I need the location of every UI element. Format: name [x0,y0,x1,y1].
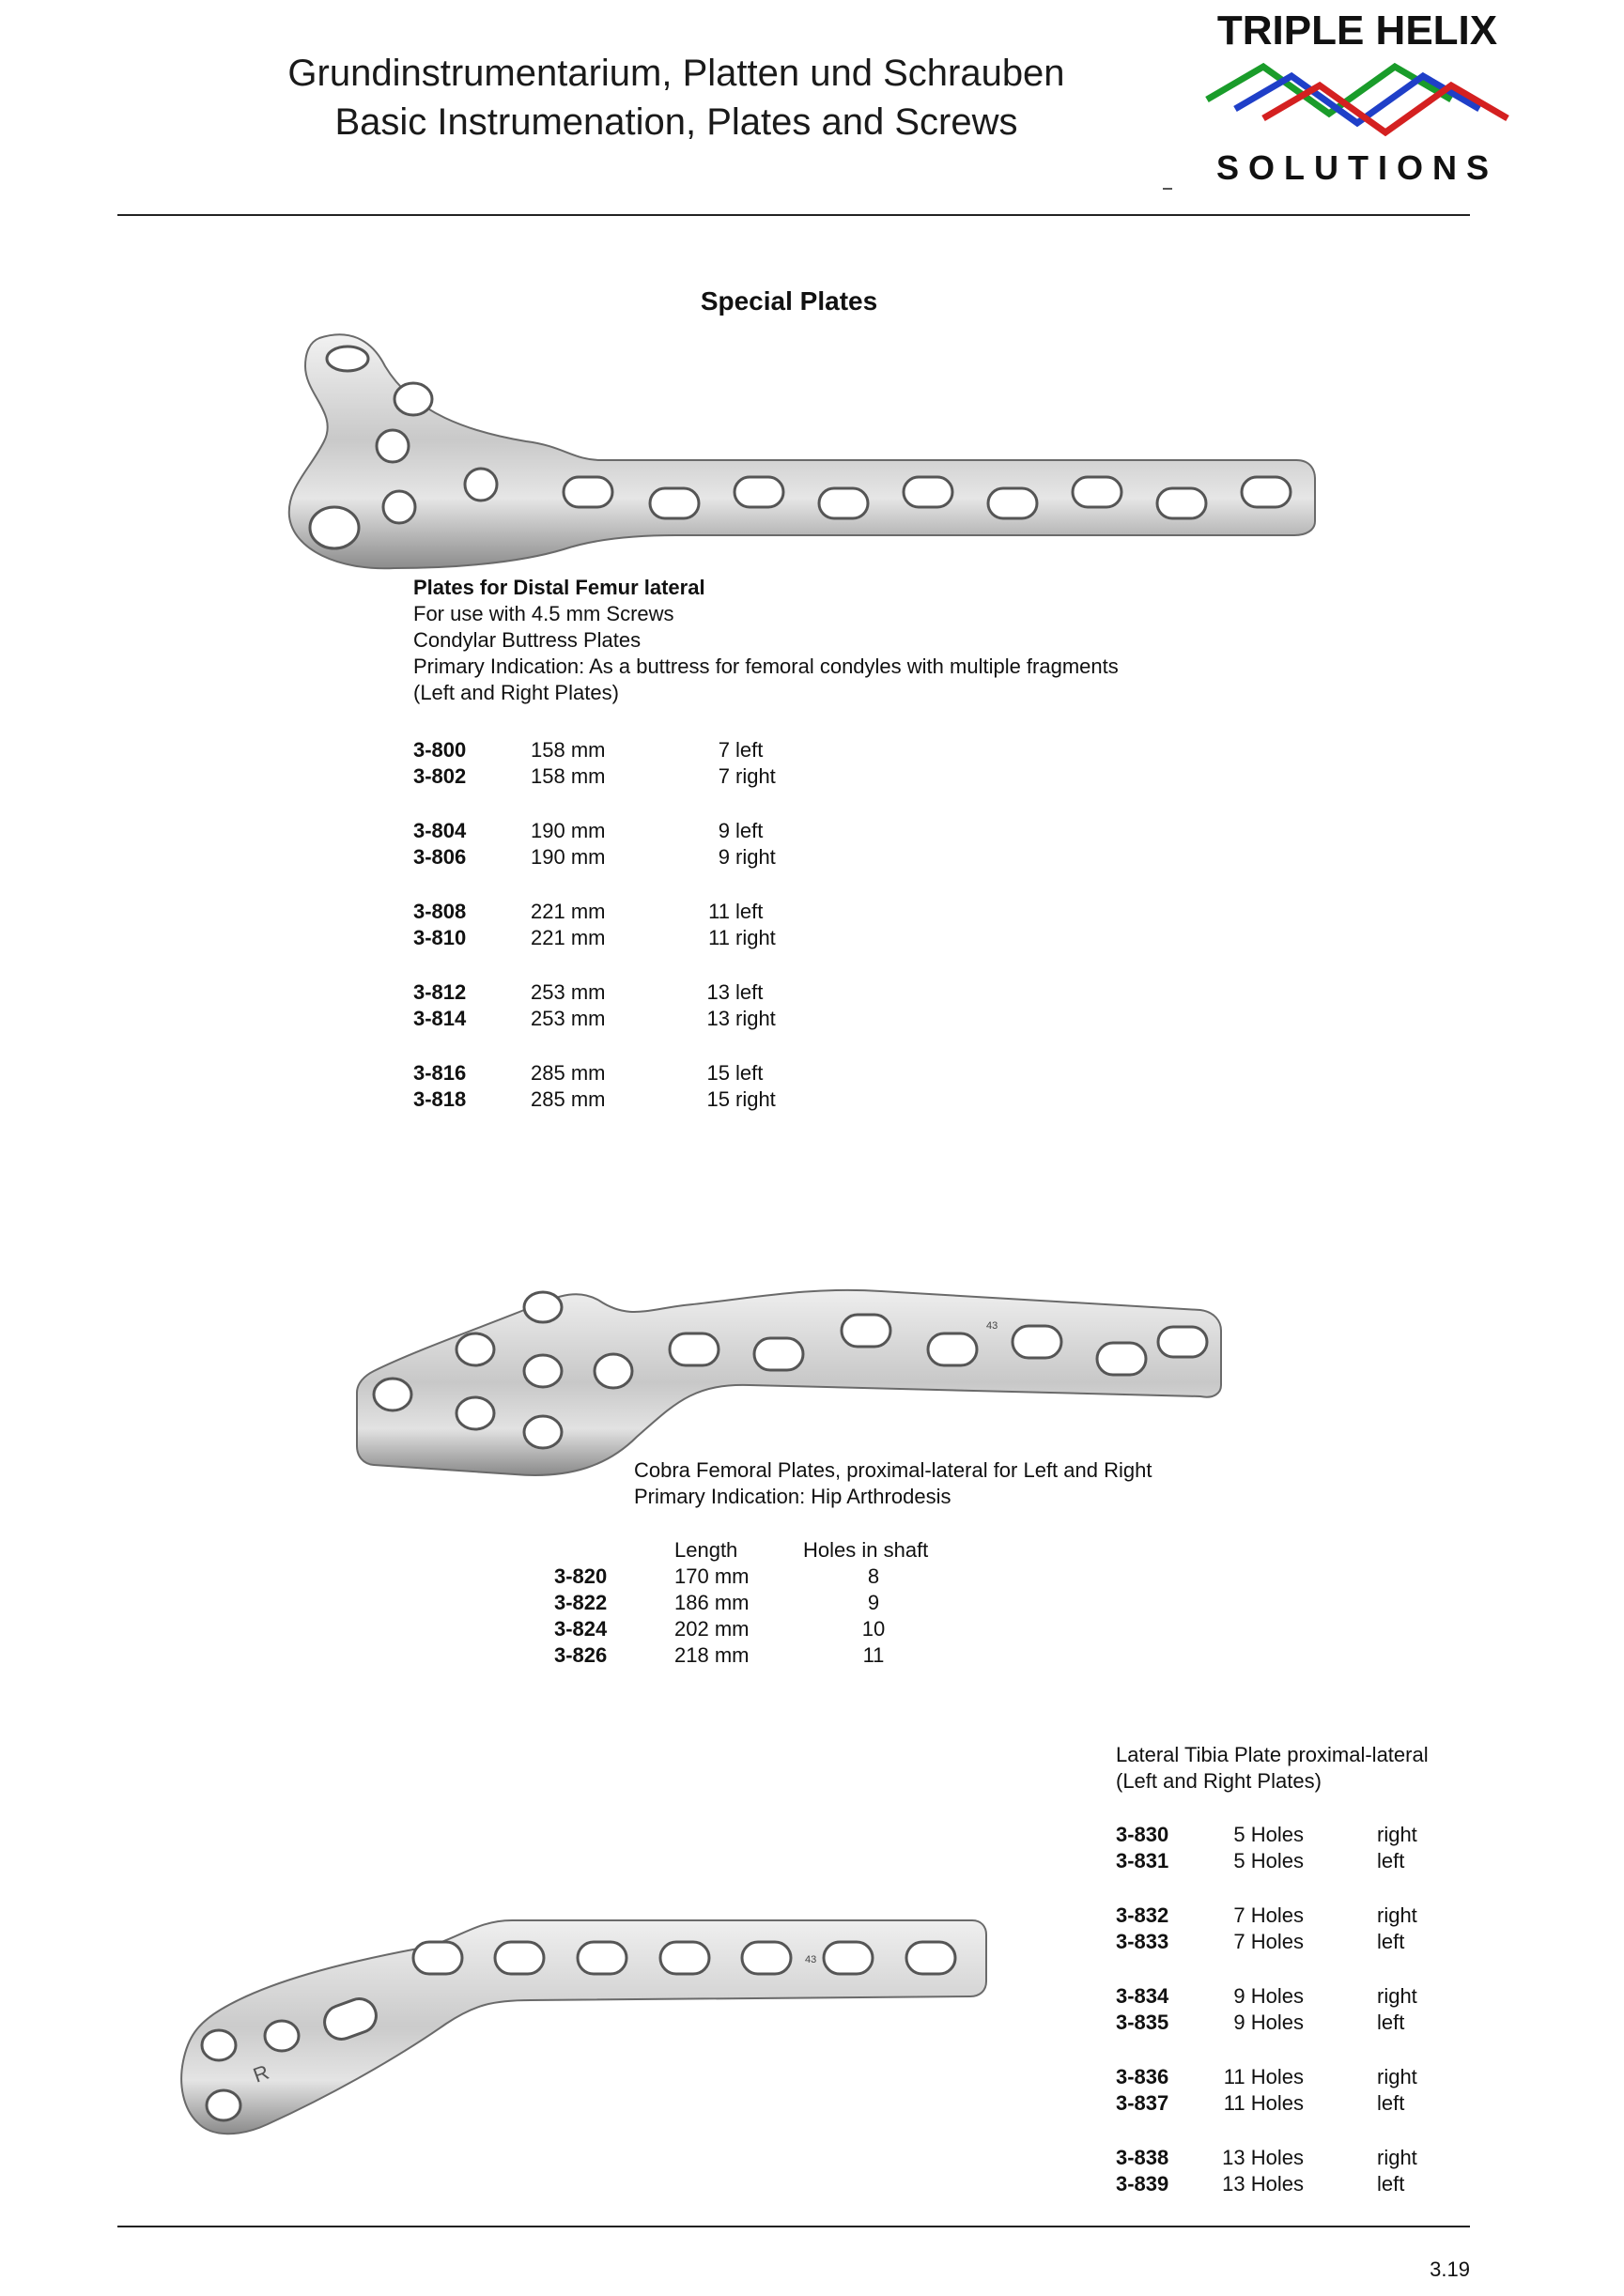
item-code: 3-824 [554,1617,608,1641]
item-holes: 5 Holes [1233,1823,1304,1846]
item-length: 285 mm [531,1061,606,1085]
item-side: left [735,900,764,923]
item-side: left [1377,2091,1405,2115]
distal-femur-line: Condylar Buttress Plates [413,628,642,652]
item-code: 3-810 [413,926,467,949]
item-code: 3-833 [1116,1930,1169,1953]
item-side: right [1377,1823,1417,1846]
cobra-line: Cobra Femoral Plates, proximal-lateral for Left and Right [634,1458,1152,1482]
item-holes: 13 [706,1007,730,1030]
item-holes: 9 [718,819,730,842]
item-side: right [1377,2065,1417,2088]
distal-femur-plate-image [282,329,1324,578]
item-length: 186 mm [674,1591,750,1614]
item-code: 3-836 [1116,2065,1169,2088]
header-title-german: Grundinstrumentarium, Platten und Schrauben [287,53,1065,94]
logo-text-top: TRIPLE HELIX [1216,8,1498,54]
item-code: 3-802 [413,764,467,788]
page-number: 3.19 [1430,2257,1470,2281]
distal-femur-line: Primary Indication: As a buttress for femoral condyles with multiple fragments [413,655,1119,678]
item-code: 3-830 [1116,1823,1169,1846]
item-code: 3-822 [554,1591,608,1614]
item-side: left [1377,2172,1405,2196]
item-code: 3-820 [554,1564,608,1588]
item-holes: 11 Holes [1223,2065,1304,2088]
item-length: 158 mm [531,738,606,762]
item-holes: 15 [706,1061,730,1085]
tibia-plate-image [174,1906,991,2141]
item-length: 221 mm [531,900,606,923]
cobra-description [634,1457,1152,1510]
item-holes: 15 [706,1087,730,1111]
item-side: left [1377,2011,1405,2034]
item-holes: 11 [862,1643,885,1667]
item-code: 3-814 [413,1007,467,1030]
item-side: right [735,1087,776,1111]
page-header-title [216,49,1137,146]
item-side: right [1377,1984,1417,2008]
item-length: 190 mm [531,845,606,869]
item-holes: 7 [718,764,730,788]
item-length: 253 mm [531,1007,606,1030]
company-logo [1179,8,1536,195]
helix-logo-icon [1198,62,1517,146]
item-holes: 5 Holes [1233,1849,1304,1872]
item-side: right [735,764,776,788]
item-code: 3-818 [413,1087,467,1111]
item-holes: 13 Holes [1222,2146,1304,2169]
header-title-english: Basic Instrumenation, Plates and Screws [334,101,1018,143]
item-side: left [735,738,764,762]
item-holes: 11 Holes [1223,2091,1304,2115]
item-code: 3-835 [1116,2011,1169,2034]
item-holes: 9 [718,845,730,869]
item-holes: 9 [867,1591,880,1614]
item-code: 3-826 [554,1643,608,1667]
item-length: 253 mm [531,980,606,1004]
item-code: 3-816 [413,1061,467,1085]
tibia-plate-engraving: 43 [805,1954,817,1965]
item-side: left [1377,1930,1405,1953]
item-side: left [735,1061,764,1085]
item-length: 170 mm [674,1564,750,1588]
header-mark [1163,188,1172,190]
tibia-line: Lateral Tibia Plate proximal-lateral [1116,1743,1429,1766]
item-code: 3-804 [413,819,467,842]
distal-femur-title: Plates for Distal Femur lateral [413,576,705,599]
item-code: 3-800 [413,738,467,762]
cobra-line: Primary Indication: Hip Arthrodesis [634,1485,951,1508]
item-length: 218 mm [674,1643,750,1667]
item-code: 3-806 [413,845,467,869]
item-side: right [1377,2146,1417,2169]
item-code: 3-832 [1116,1903,1169,1927]
item-holes: 10 [861,1617,886,1641]
item-side: left [735,819,764,842]
header-rule [117,214,1470,216]
item-holes: 13 Holes [1222,2172,1304,2196]
item-holes: 9 Holes [1233,2011,1304,2034]
item-side: right [735,845,776,869]
item-side: right [735,1007,776,1030]
item-holes: 11 [708,926,730,949]
distal-femur-description [413,575,1119,706]
column-header-holes: Holes in shaft [803,1538,929,1562]
tibia-plate-mark: R [250,2059,272,2088]
cobra-plate-engraving: 43 [986,1320,998,1332]
item-holes: 9 Holes [1233,1984,1304,2008]
item-side: left [1377,1849,1405,1872]
item-code: 3-839 [1116,2172,1169,2196]
logo-text-bottom: SOLUTIONS [1215,148,1498,187]
item-holes: 11 [708,900,730,923]
section-title: Special Plates [700,286,878,316]
item-length: 202 mm [674,1617,750,1641]
item-holes: 7 [718,738,730,762]
item-side: left [735,980,764,1004]
item-code: 3-812 [413,980,467,1004]
item-holes: 13 [706,980,730,1004]
item-length: 221 mm [531,926,606,949]
item-side: right [735,926,776,949]
column-header-length: Length [674,1538,738,1562]
item-length: 285 mm [531,1087,606,1111]
item-holes: 7 Holes [1233,1903,1304,1927]
item-code: 3-838 [1116,2146,1169,2169]
item-side: right [1377,1903,1417,1927]
distal-femur-line: (Left and Right Plates) [413,681,619,704]
item-code: 3-834 [1116,1984,1169,2008]
tibia-line: (Left and Right Plates) [1116,1769,1322,1793]
tibia-description [1116,1742,1429,1795]
footer-rule [117,2226,1470,2227]
distal-femur-line: For use with 4.5 mm Screws [413,602,674,625]
item-holes: 7 Holes [1233,1930,1304,1953]
item-code: 3-837 [1116,2091,1169,2115]
item-holes: 8 [867,1564,880,1588]
item-code: 3-808 [413,900,467,923]
item-length: 190 mm [531,819,606,842]
item-length: 158 mm [531,764,606,788]
item-code: 3-831 [1116,1849,1169,1872]
